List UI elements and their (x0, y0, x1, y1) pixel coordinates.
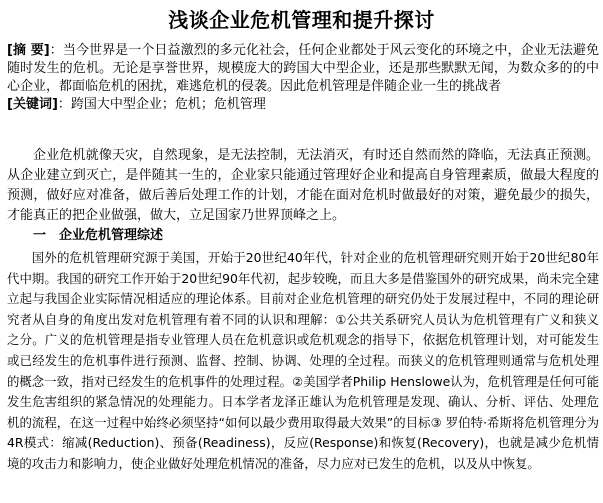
body-paragraph-1: 企业危机就像天灾，自然现象，是无法控制，无法消灭，有时还自然而然的降临，无法真正预测。从企业建立到灭亡，是伴随其一生的，企业家只能通过管理好企业和提高自身管理素质，做最大程度的预测，做好应对准备，做后善后处理工作的计划，才能在面对危机时做最好的对策，避免最少的损失，才能真正的把企业做强，做大，立足国家乃世界顶峰之上。 (7, 148, 599, 223)
keywords-label: [关键词] (7, 97, 58, 112)
body-section (7, 146, 599, 475)
body-paragraph-2: 国外的危机管理研究源于美国，开始于20世纪40年代，针对企业的危机管理研究则开始于20世纪80年代中期。我国的研究工作开始于20世纪90年代初，起步较晚，而且大多是借鉴国外的研究成果，尚未完全建立起与我国企业实际情况相适应的理论体系。目前对企业危机管理的研究仍处于发展过程中，不同的理论研究者从自身的角度出发对危机管理有着不同的认识和理解：①公共关系研究人员认为危机管理有广义和狭义之分。广义的危机管理是指专业管理人员在危机意识或危机观念的指导下，依据危机管理计划，对可能发生或已经发生的危机事件进行预测、监督、控制、协调、处理的全过程。而狭义的危机管理则通常与危机处理的概念一致，指对已经发生的危机事件的处理过程。②美国学者Philip Henslowe认为，危机管理是任何可能发生危害组织的紧急情况的处理能力。日本学者龙泽正雄认为危机管理是发现、确认、分析、评估、处理危机的流程，在这一过程中始终必须坚持“如何以最少费用取得最大效果”的目标③ 罗伯特·希斯将危机管理分为4R模式：缩减(Reduction)、预备(Readiness)，反应(Response)和恢复(Recovery)，也就是减少危机情境的攻击力和影响力，使企业做好处理危机情况的准备，尽力应对已发生的危机，以及从中恢复。 (7, 250, 599, 471)
section-heading: 一 企业危机管理综述 (33, 228, 164, 243)
keywords-paragraph (7, 96, 599, 114)
abstract-paragraph (7, 42, 599, 96)
page-title: 浅谈企业危机管理和提升探讨 (168, 8, 435, 32)
abstract-text: ：当今世界是一个日益激烈的多元化社会，任何企业都处于风云变化的环境之中，企业无法避免随时发生的危机。无论是享誉世界，规模庞大的跨国大中型企业，还是那些默默无闻，为数众多的的中心企业，都面临危机的困扰，难逃危机的侵袭。因此危机管理是伴随企业一生的挑战者 (7, 43, 599, 94)
abstract-section (7, 42, 599, 114)
keywords-text: ：跨国大中型企业；危机；危机管理 (57, 97, 266, 112)
abstract-label: [摘 要] (7, 43, 50, 58)
